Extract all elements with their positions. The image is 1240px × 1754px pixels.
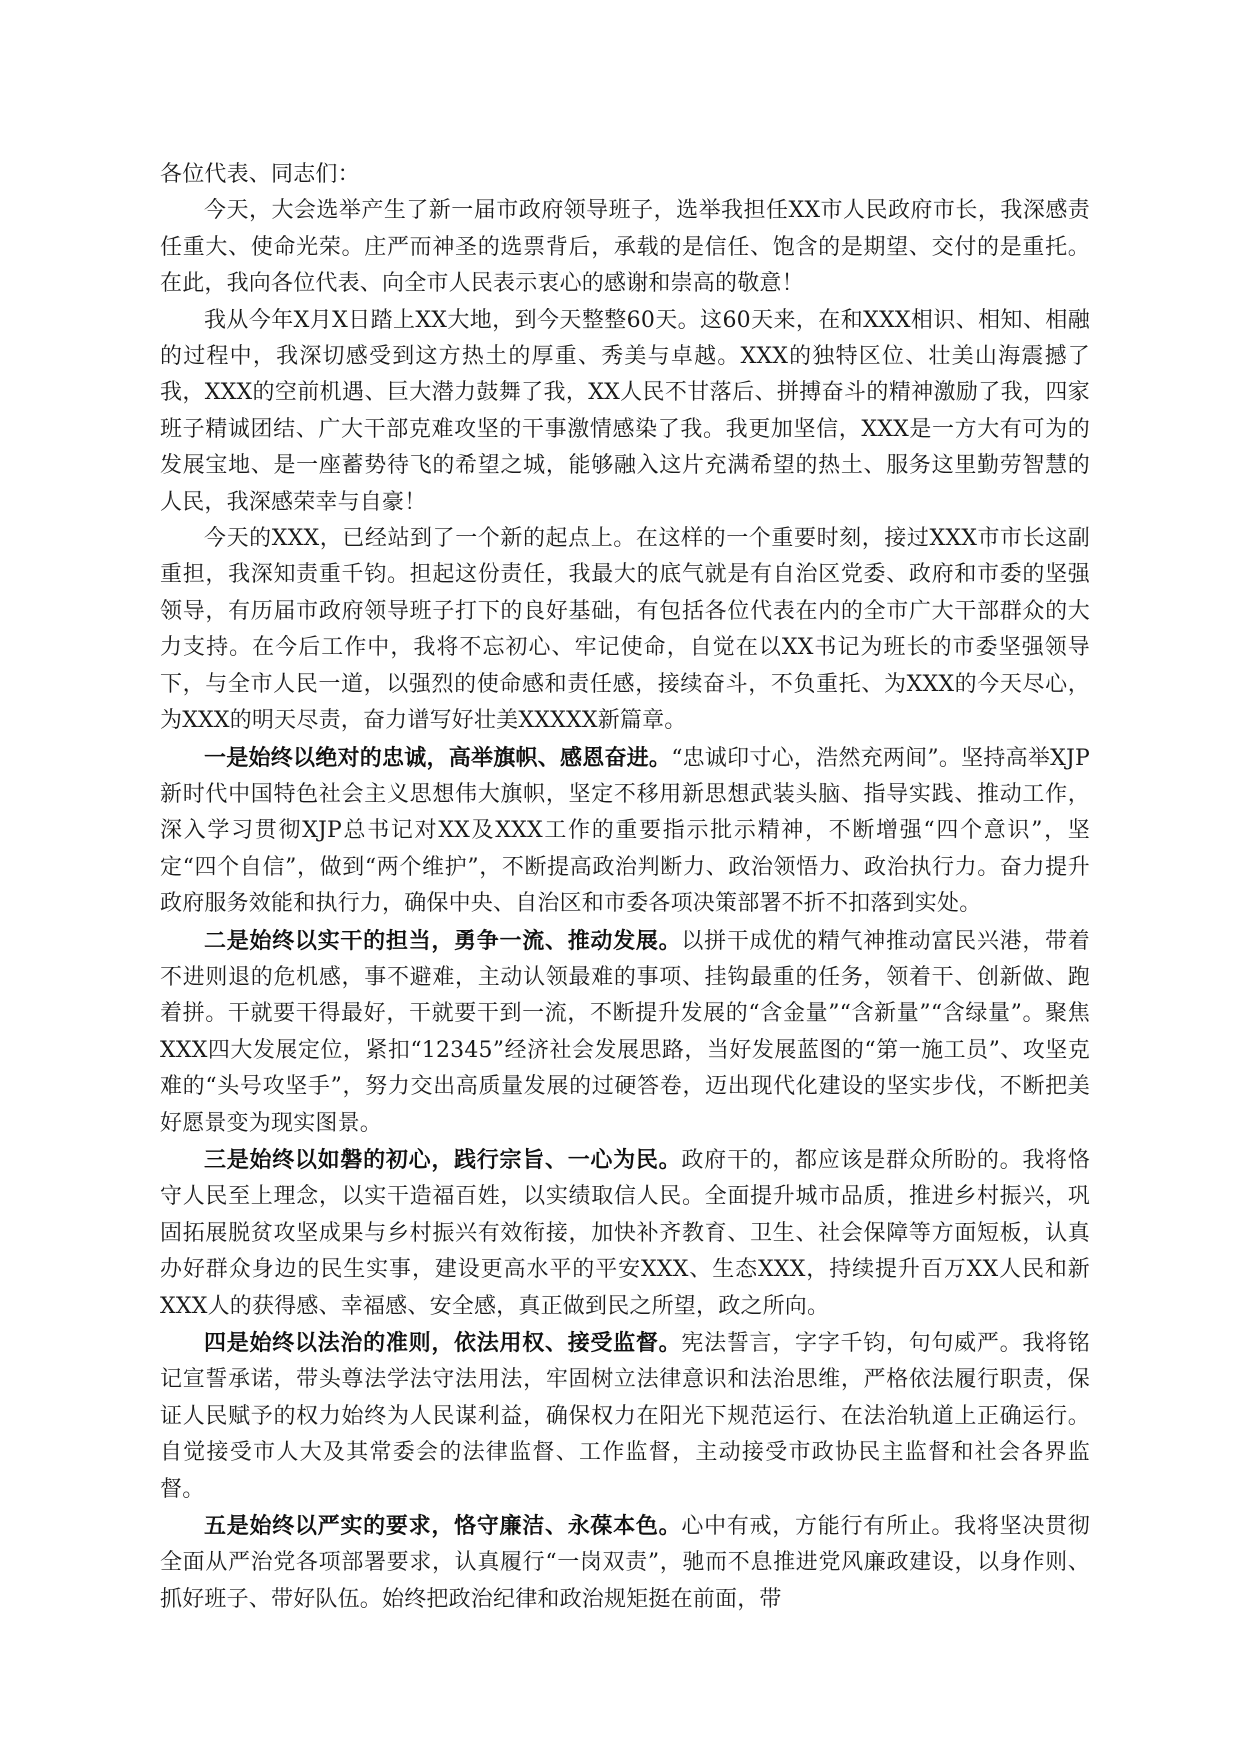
point-body: 以拼干成优的精气神推动富民兴港，带着不进则退的危机感，事不避难，主动认领最难的事项、挂钩最重的任务，领着干、创新做、跑着拼。干就要干得最好，干就要干到一流，不断提升发展的“含金量”“含新量”“含绿量”。聚焦XXX四大发展定位，紧扣“12345”经济社会发展思路，当好发展蓝图的“第一施工员”、攻坚克难的“头号攻坚手”，努力交出高质量发展的过硬答卷，迈出现代化建设的坚实步伐，不断把美好愿景变为现实图景。 (160, 928, 1090, 1136)
body-paragraph: 今天，大会选举产生了新一届市政府领导班子，选举我担任XX市人民政府市长，我深感责任重大、使命光荣。庄严而神圣的选票背后，承载的是信任、饱含的是期望、交付的是重托。在此，我向各位代表、向全市人民表示衷心的感谢和崇高的敬意！ (160, 198, 1090, 297)
point-heading: 二是始终以实干的担当，勇争一流、推动发展。 (204, 927, 682, 954)
point-paragraph (160, 1508, 1090, 1618)
point-body: 心中有戒，方能行有所止。我将坚决贯彻全面从严治党各项部署要求，认真履行“一岗双责”，驰而不息推进党风廉政建设，以身作则、抓好班子、带好队伍。始终把政治纪律和政治规矩挺在前面，带 (160, 1514, 1090, 1612)
point-heading: 一是始终以绝对的忠诚，高举旗帜、感恩奋进。 (204, 744, 672, 771)
salutation: 各位代表、同志们： (160, 162, 360, 187)
body-paragraph: 我从今年X月X日踏上XX大地，到今天整整60天。这60天来，在和XXX相识、相知、相融的过程中，我深切感受到这方热土的厚重、秀美与卓越。XXX的独特区位、壮美山海震撼了我，XXX的空前机遇、巨大潜力鼓舞了我，XX人民不甘落后、拼搏奋斗的精神激励了我，四家班子精诚团结、广大干部克难攻坚的干事激情感染了我。我更加坚信，XXX是一方大有可为的发展宝地、是一座蓄势待飞的希望之城，能够融入这片充满希望的热土、服务这里勤劳智慧的人民，我深感荣幸与自豪！ (160, 307, 1090, 515)
body-paragraph: 今天的XXX，已经站到了一个新的起点上。在这样的一个重要时刻，接过XXX市市长这副重担，我深知责重千钧。担起这份责任，我最大的底气就是有自治区党委、政府和市委的坚强领导，有历届市政府领导班子打下的良好基础，有包括各位代表在内的全市广大干部群众的大力支持。在今后工作中，我将不忘初心、牢记使命，自觉在以XX书记为班长的市委坚强领导下，与全市人民一道，以强烈的使命感和责任感，接续奋斗，不负重托、为XXX的今天尽心，为XXX的明天尽责，奋力谱写好壮美XXXXX新篇章。 (160, 526, 1090, 734)
point-paragraph (160, 740, 1090, 923)
point-body: 宪法誓言，字字千钧，句句威严。我将铭记宣誓承诺，带头尊法学法守法用法，牢固树立法律意识和法治思维，严格依法履行职责，保证人民赋予的权力始终为人民谋利益，确保权力在阳光下规范运行、在法治轨道上正确运行。自觉接受市人大及其常委会的法律监督、工作监督，主动接受市政协民主监督和社会各界监督。 (160, 1331, 1090, 1502)
point-paragraph (160, 1142, 1090, 1325)
point-paragraph (160, 1325, 1090, 1508)
point-body: “忠诚印寸心，浩然充两间”。坚持高举XJP新时代中国特色社会主义思想伟大旗帜，坚定不移用新思想武装头脑、指导实践、推动工作，深入学习贯彻XJP总书记对XX及XXX工作的重要指示批示精神，不断增强“四个意识”，坚定“四个自信”，做到“两个维护”，不断提高政治判断力、政治领悟力、政治执行力。奋力提升政府服务效能和执行力，确保中央、自治区和市委各项决策部署不折不扣落到实处。 (160, 745, 1091, 917)
point-paragraph (160, 923, 1090, 1142)
point-heading: 五是始终以严实的要求，恪守廉洁、永葆本色。 (204, 1513, 682, 1540)
point-heading: 三是始终以如磐的初心，践行宗旨、一心为民。 (204, 1146, 682, 1173)
speech-body (160, 157, 1090, 1618)
point-heading: 四是始终以法治的准则，依法用权、接受监督。 (204, 1330, 682, 1356)
point-body: 政府干的，都应该是群众所盼的。我将恪守人民至上理念，以实干造福百姓，以实绩取信人民。全面提升城市品质，推进乡村振兴，巩固拓展脱贫攻坚成果与乡村振兴有效衔接，加快补齐教育、卫生、社会保障等方面短板，认真办好群众身边的民生实事，建设更高水平的平安XXX、生态XXX，持续提升百万XX人民和新XXX人的获得感、幸福感、安全感，真正做到民之所望，政之所向。 (160, 1147, 1090, 1319)
